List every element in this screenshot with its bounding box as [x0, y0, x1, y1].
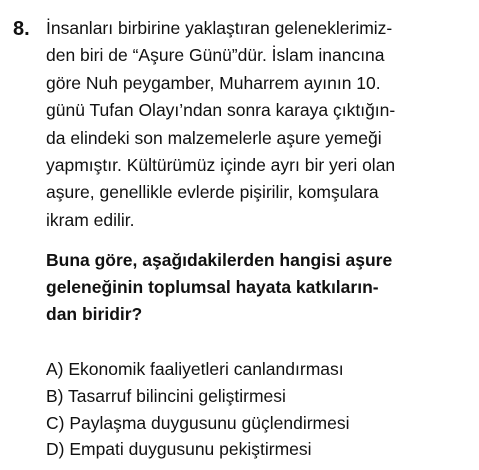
- question-number: 8.: [13, 18, 30, 40]
- passage-line: yapmıştır. Kültürümüz içinde ayrı bir yeri olan: [46, 155, 396, 176]
- passage-line: günü Tufan Olayı’ndan sonra karaya çıktığın-: [46, 100, 396, 121]
- passage-line: göre Nuh peygamber, Muharrem ayının 10.: [46, 72, 381, 93]
- prompt-line: dan biridir?: [46, 304, 143, 324]
- option-c[interactable]: C) Paylaşma duygusunu güçlendirmesi: [46, 412, 350, 433]
- passage-line: aşure, genellikle evlerde pişirilir, komşulara: [46, 182, 379, 203]
- passage-line: ikram edilir.: [46, 209, 135, 230]
- passage-line: İnsanları birbirine yaklaştıran geleneklerimiz-: [46, 18, 393, 38]
- question-prompt: [46, 247, 471, 328]
- passage-line: den biri de “Aşure Günü”dür. İslam inancına: [46, 45, 385, 66]
- prompt-line: Buna göre, aşağıdakilerden hangisi aşure: [46, 250, 393, 270]
- passage-line: da elindeki son malzemelerle aşure yemeği: [46, 127, 382, 148]
- option-a[interactable]: A) Ekonomik faaliyetleri canlandırması: [46, 359, 344, 379]
- option-d[interactable]: D) Empati duygusunu pekiştirmesi: [46, 439, 312, 460]
- option-b[interactable]: B) Tasarruf bilincini geliştirmesi: [46, 385, 286, 406]
- prompt-line: geleneğinin toplumsal hayata katkıların-: [46, 277, 379, 297]
- answer-options: [46, 356, 471, 463]
- question-passage: [46, 15, 471, 234]
